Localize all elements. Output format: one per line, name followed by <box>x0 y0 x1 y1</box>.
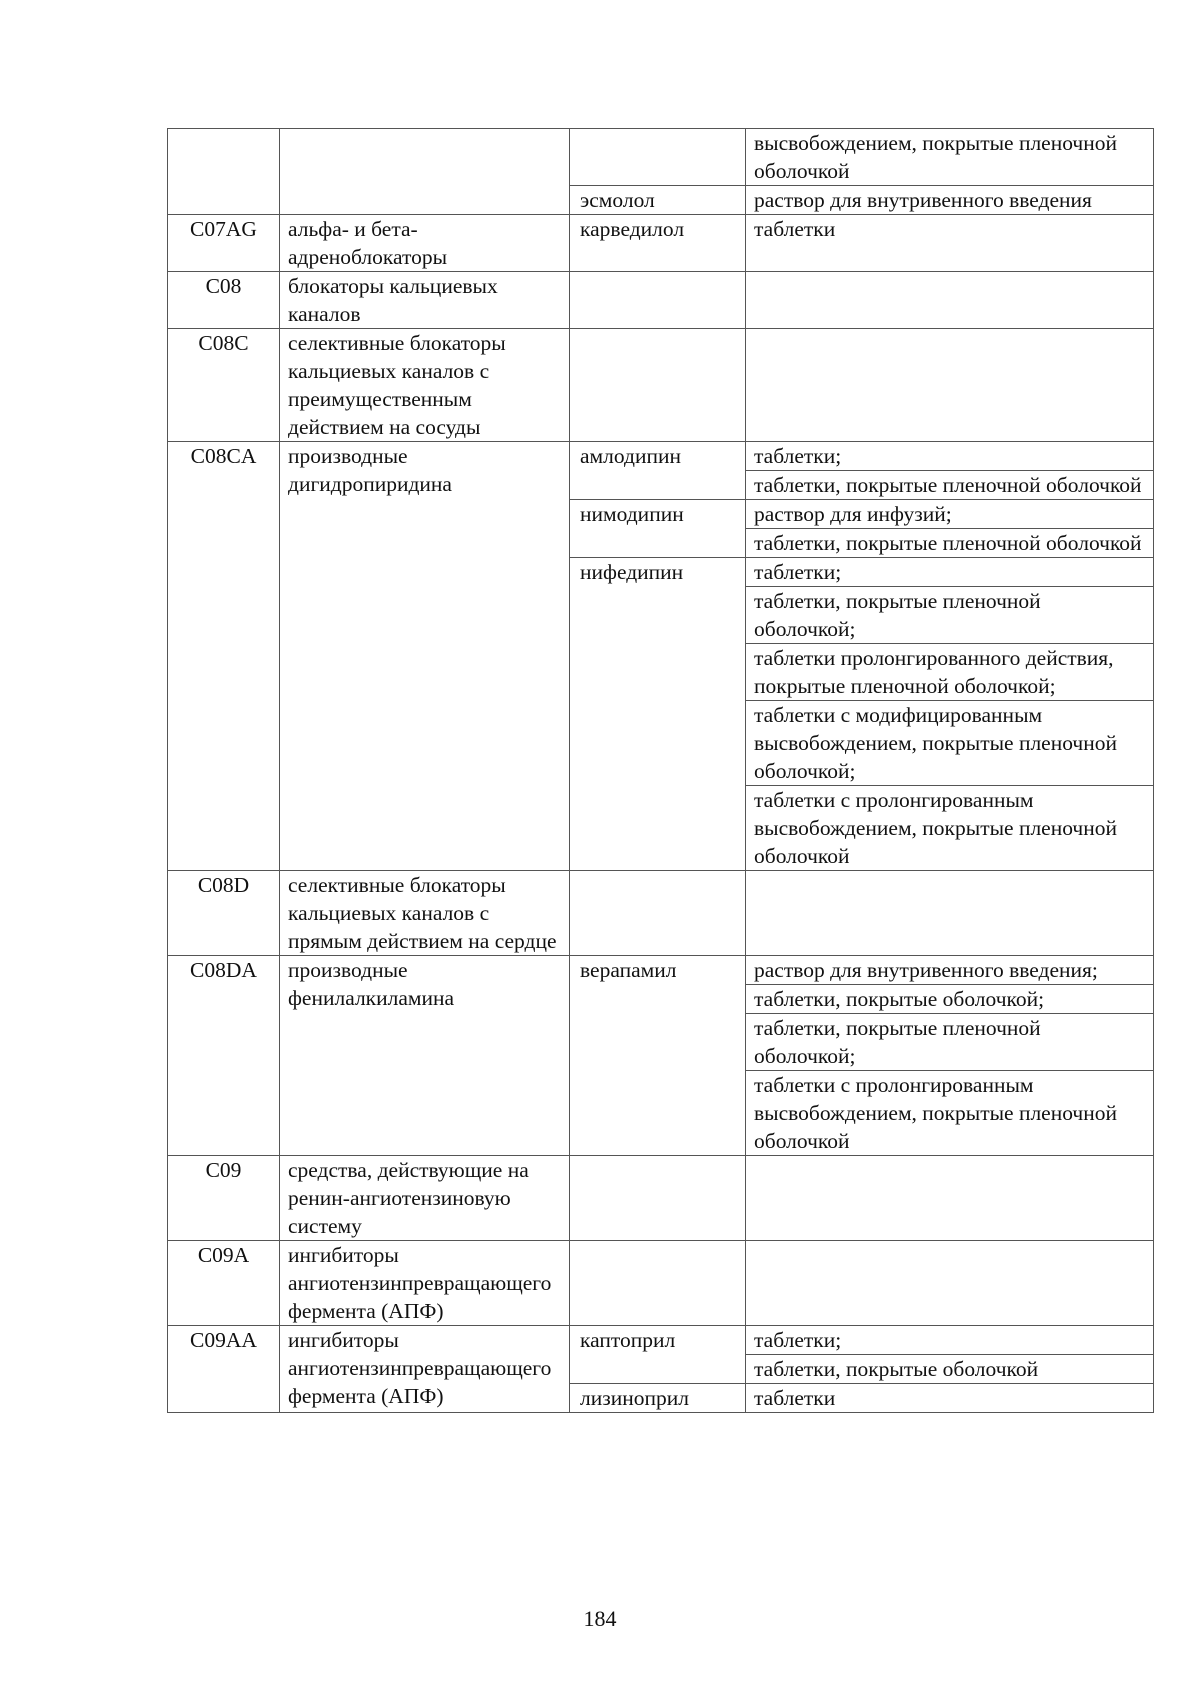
drug-cell <box>570 272 746 329</box>
table-row <box>168 1326 1154 1355</box>
code-cell: C09A <box>168 1241 280 1326</box>
code-cell: C08C <box>168 329 280 442</box>
code-cell: C08 <box>168 272 280 329</box>
form-cell: таблетки <box>746 215 1154 272</box>
drug-cell: амлодипин <box>570 442 746 500</box>
group-cell <box>280 129 570 215</box>
group-cell: производные фенилалкиламина <box>280 956 570 1156</box>
table-row <box>168 272 1154 329</box>
form-cell: раствор для внутривенного введения; <box>746 956 1154 985</box>
form-cell: таблетки <box>746 1384 1154 1413</box>
code-cell: C08DA <box>168 956 280 1156</box>
form-cell: таблетки, покрытые пленочной оболочкой; <box>746 1014 1154 1071</box>
drug-cell <box>570 1156 746 1241</box>
drug-cell: нимодипин <box>570 500 746 558</box>
code-cell: C09AA <box>168 1326 280 1413</box>
drug-cell <box>570 1241 746 1326</box>
drug-cell <box>570 871 746 956</box>
group-cell: блокаторы кальциевых каналов <box>280 272 570 329</box>
form-cell <box>746 1241 1154 1326</box>
code-cell: C09 <box>168 1156 280 1241</box>
form-cell <box>746 272 1154 329</box>
group-cell: средства, действующие на ренин-ангиотензиновую систему <box>280 1156 570 1241</box>
form-cell: таблетки пролонгированного действия, покрытые пленочной оболочкой; <box>746 644 1154 701</box>
group-cell: ингибиторы ангиотензинпревращающего фермента (АПФ) <box>280 1241 570 1326</box>
form-cell: таблетки; <box>746 558 1154 587</box>
form-cell <box>746 871 1154 956</box>
form-cell: таблетки, покрытые пленочной оболочкой; <box>746 587 1154 644</box>
form-cell: таблетки с пролонгированным высвобождением, покрытые пленочной оболочкой <box>746 1071 1154 1156</box>
table-row <box>168 215 1154 272</box>
drug-cell: карведилол <box>570 215 746 272</box>
drug-cell: каптоприл <box>570 1326 746 1384</box>
drug-cell: лизиноприл <box>570 1384 746 1413</box>
table-row <box>168 1241 1154 1326</box>
form-cell: таблетки; <box>746 442 1154 471</box>
page-number: 184 <box>583 1606 617 1631</box>
drug-cell: нифедипин <box>570 558 746 871</box>
drug-table-body <box>168 129 1154 1413</box>
table-row <box>168 442 1154 471</box>
table-row <box>168 329 1154 442</box>
table-row <box>168 1156 1154 1241</box>
code-cell: C08CA <box>168 442 280 871</box>
form-cell: высвобождением, покрытые пленочной оболочкой <box>746 129 1154 186</box>
form-cell: таблетки, покрытые пленочной оболочкой <box>746 471 1154 500</box>
group-cell: ингибиторы ангиотензинпревращающего фермента (АПФ) <box>280 1326 570 1413</box>
form-cell <box>746 1156 1154 1241</box>
drug-cell: верапамил <box>570 956 746 1156</box>
table-row <box>168 871 1154 956</box>
code-cell: C07AG <box>168 215 280 272</box>
code-cell <box>168 129 280 215</box>
form-cell: раствор для инфузий; <box>746 500 1154 529</box>
form-cell: раствор для внутривенного введения <box>746 186 1154 215</box>
table-row <box>168 956 1154 985</box>
code-cell: C08D <box>168 871 280 956</box>
group-cell: альфа- и бета-адреноблокаторы <box>280 215 570 272</box>
form-cell: таблетки с модифицированным высвобождением, покрытые пленочной оболочкой; <box>746 701 1154 786</box>
table-row <box>168 129 1154 186</box>
group-cell: селективные блокаторы кальциевых каналов с прямым действием на сердце <box>280 871 570 956</box>
group-cell: производные дигидропиридина <box>280 442 570 871</box>
form-cell: таблетки, покрытые оболочкой <box>746 1355 1154 1384</box>
form-cell: таблетки; <box>746 1326 1154 1355</box>
group-cell: селективные блокаторы кальциевых каналов с преимущественным действием на сосуды <box>280 329 570 442</box>
drug-cell <box>570 329 746 442</box>
form-cell: таблетки, покрытые пленочной оболочкой <box>746 529 1154 558</box>
drug-cell <box>570 129 746 186</box>
form-cell: таблетки, покрытые оболочкой; <box>746 985 1154 1014</box>
form-cell <box>746 329 1154 442</box>
form-cell: таблетки с пролонгированным высвобождением, покрытые пленочной оболочкой <box>746 786 1154 871</box>
drug-cell: эсмолол <box>570 186 746 215</box>
drug-table <box>167 128 1154 1413</box>
